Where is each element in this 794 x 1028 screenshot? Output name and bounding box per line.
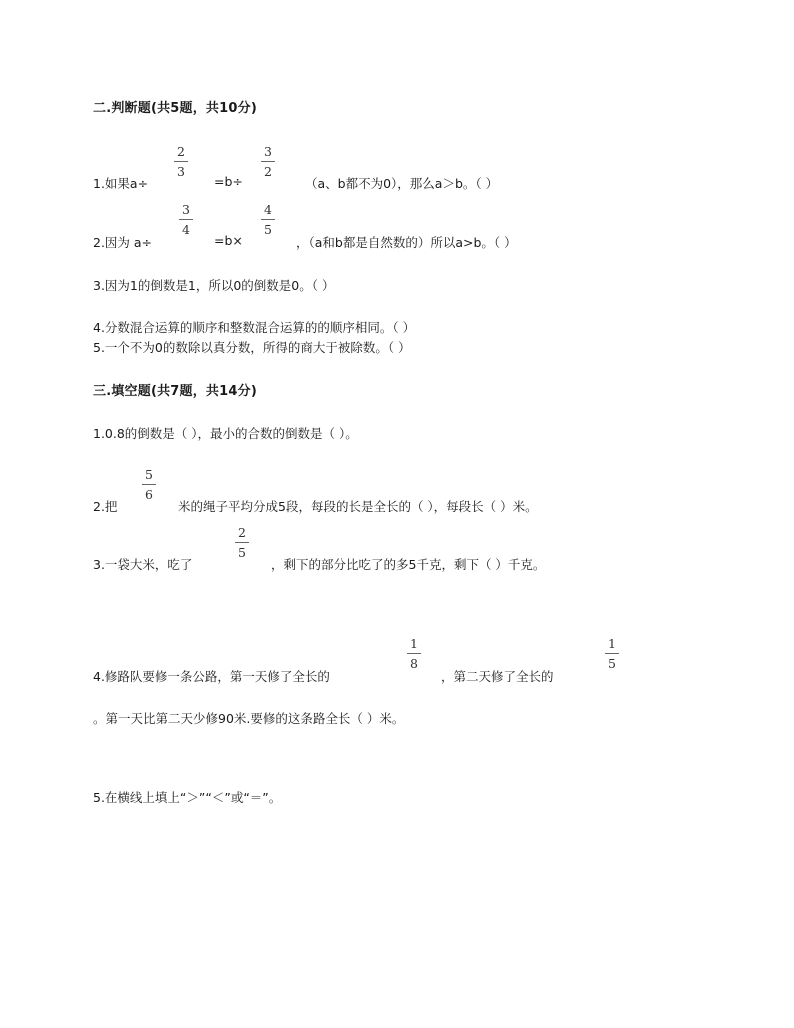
fill-q3-part-a: 3.一袋大米，吃了 bbox=[93, 557, 193, 572]
fraction-denominator: 5 bbox=[238, 545, 246, 560]
fraction-bar bbox=[142, 484, 156, 485]
fraction-denominator: 5 bbox=[608, 656, 616, 671]
fill-q2-part-b: 米的绳子平均分成5段，每段的长是全长的（ ），每段长（ ）米。 bbox=[178, 499, 538, 514]
fraction-numerator: 2 bbox=[238, 525, 246, 540]
fill-q4-part-c: 。第一天比第二天少修90米.要修的这条路全长（ ）米。 bbox=[93, 711, 405, 726]
fill-q3-part-b: ，剩下的部分比吃了的多5千克，剩下（ ）千克。 bbox=[271, 557, 546, 572]
fill-q4-part-b: ，第二天修了全长的 bbox=[441, 669, 554, 684]
judgment-q1-fraction-2 bbox=[260, 145, 276, 179]
fill-q2-part-a: 2.把 bbox=[93, 499, 118, 514]
judgment-q2-part-b: =b× bbox=[214, 233, 243, 248]
fill-q4-fraction-1 bbox=[406, 637, 422, 671]
fraction-bar bbox=[235, 542, 249, 543]
judgment-q3: 3.因为1的倒数是1，所以0的倒数是0。（ ） bbox=[93, 278, 335, 293]
fraction-denominator: 4 bbox=[182, 222, 190, 237]
fraction-bar bbox=[174, 161, 188, 162]
fraction-numerator: 5 bbox=[145, 467, 153, 482]
judgment-q2-part-a: 2.因为 a÷ bbox=[93, 235, 153, 250]
fill-q4-part-a: 4.修路队要修一条公路，第一天修了全长的 bbox=[93, 669, 330, 684]
fraction-bar bbox=[261, 161, 275, 162]
judgment-q2-fraction-2 bbox=[260, 203, 276, 237]
fraction-bar bbox=[179, 219, 193, 220]
fraction-numerator: 2 bbox=[177, 144, 185, 159]
judgment-q1-fraction-1 bbox=[173, 145, 189, 179]
judgment-q2-part-c: ，（a和b都是自然数的）所以a>b。（ ） bbox=[296, 235, 517, 250]
section-heading-judgment: 二.判断题(共5题，共10分) bbox=[93, 101, 257, 116]
fill-q5: 5.在横线上填上“＞”“＜”或“＝”。 bbox=[93, 790, 282, 805]
section-heading-fill-in: 三.填空题(共7题，共14分) bbox=[93, 384, 257, 399]
fraction-bar bbox=[261, 219, 275, 220]
fraction-numerator: 1 bbox=[608, 636, 616, 651]
fraction-bar bbox=[407, 653, 421, 654]
judgment-q1-part-b: =b÷ bbox=[214, 174, 243, 189]
fill-q1: 1.0.8的倒数是（ ），最小的合数的倒数是（ ）。 bbox=[93, 426, 358, 441]
judgment-q4: 4.分数混合运算的顺序和整数混合运算的的顺序相同。（ ） bbox=[93, 320, 416, 335]
judgment-q1-part-a: 1.如果a÷ bbox=[93, 176, 149, 191]
fraction-numerator: 3 bbox=[264, 144, 272, 159]
fraction-denominator: 2 bbox=[264, 164, 272, 179]
fraction-denominator: 5 bbox=[264, 222, 272, 237]
judgment-q2-fraction-1 bbox=[178, 203, 194, 237]
fraction-numerator: 4 bbox=[264, 202, 272, 217]
fill-q3-fraction bbox=[234, 526, 250, 560]
fraction-denominator: 6 bbox=[145, 487, 153, 502]
judgment-q5: 5.一个不为0的数除以真分数，所得的商大于被除数。（ ） bbox=[93, 340, 411, 355]
judgment-q1-part-c: （a、b都不为0），那么a＞b。（ ） bbox=[305, 176, 499, 191]
fill-q2-fraction bbox=[141, 468, 157, 502]
fraction-numerator: 1 bbox=[410, 636, 418, 651]
fraction-bar bbox=[605, 653, 619, 654]
fill-q4-fraction-2 bbox=[604, 637, 620, 671]
fraction-denominator: 8 bbox=[410, 656, 418, 671]
fraction-denominator: 3 bbox=[177, 164, 185, 179]
fraction-numerator: 3 bbox=[182, 202, 190, 217]
